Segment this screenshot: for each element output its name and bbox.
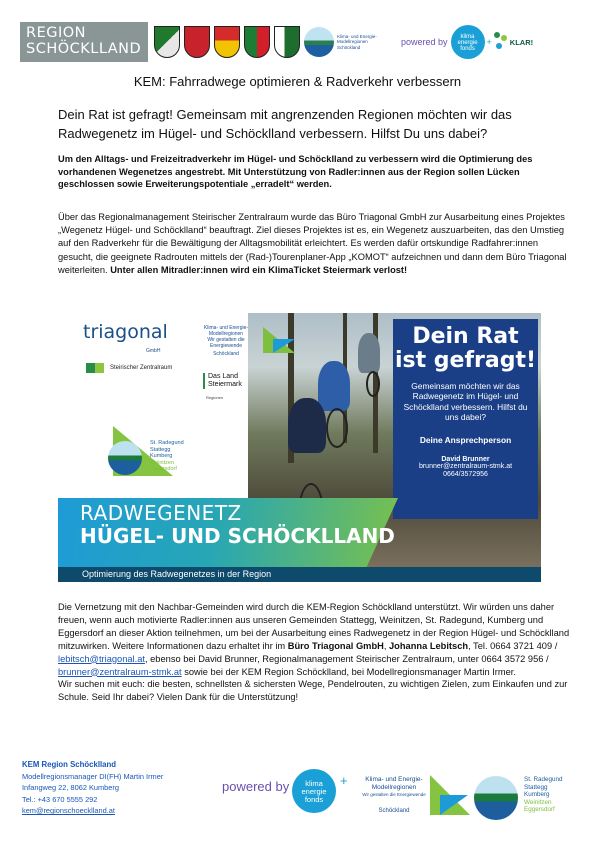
box-contact-phone: 0664/3572956 [443, 471, 488, 479]
kem-chevron-icon [273, 339, 295, 353]
klimafonds-logo-icon: klima energie fonds [292, 769, 336, 813]
box-heading: Dein Rat ist gefragt! [394, 324, 537, 373]
page-title: KEM: Fahrradwege optimieren & Radverkehr verbessern [133, 74, 462, 89]
footer-municipalities-text: St. Radegund Stattegg Kumberg Weinitzen Eggersdorf [524, 776, 563, 814]
bold-intro-paragraph: Um den Alltags- und Freizeitradverkehr im Hügel- und Schöcklland zu verbessern wird die Optimierung des vorhandenen Wegenetzes angestrebt. Mit Unterstützung von Radler:innen aus der Region sollen Lücken geschlossen sowie Erweiterungspotentiale „erradelt“ werden. [58, 154, 533, 190]
hills-logo-icon [108, 441, 142, 475]
crest-icon [214, 26, 240, 58]
hills-logo-icon [304, 27, 334, 57]
footer-kem-region: Schöckland [378, 808, 410, 814]
kem-logo-small: Klima- und Energie- Modellregionen Schöckland [337, 33, 377, 50]
klimafonds-logo-icon: klima energie fonds [451, 25, 485, 59]
footer-address: KEM Region Schöcklland Modellregionsmanager DI(FH) Martin Irmer Infangweg 22, 8062 Kumberg Tel.: +43 670 5555 292 kem@regionschoecklland.at [22, 760, 164, 816]
kem-chevron-icon [440, 795, 468, 815]
project-paragraph: Über das Regionalmanagement Steirischer Zentralraum wurde das Büro Triagonal GmbH zur Ausarbeitung eines Projektes „Wegenetz Hügel- und Schöcklland“ beauftragt. Ziel dieses Projektes ist es, ein Wegenetz auszuarbeiten, das den Umstieg auf den Radverkehr für die Bewältigung der Alltagsmobilität erleichtert. Es werden dafür ortskundige Radfahrer:innen gesucht, die geeignete Radrouten mittels der (Rad-)Tourenplaner-App „KOMOT“ aufzeichnen und dann dem Büro Triagonal weiterleiten. Unter allen Mitradler:innen wird ein KlimaTicket Steiermark verlost! [58, 212, 567, 275]
municipalities-logo-text: St. Radegund Stattegg Kumberg Weinitzen Eggersdorf [150, 440, 184, 472]
land-steiermark-logo: Das Land Steiermark [203, 373, 242, 389]
plus-sign: + [486, 37, 492, 47]
hills-logo-icon [474, 776, 518, 820]
lebitsch-email-link[interactable]: lebitsch@triagonal.at [58, 653, 145, 664]
radwegenetz-banner [58, 313, 541, 582]
crest-icon [184, 26, 210, 58]
banner-kem-region: Schöckland [213, 351, 239, 357]
klar-logo: KLAR! [494, 32, 533, 52]
triagonal-logo: triagonal [83, 321, 168, 343]
municipality-crests [154, 26, 300, 58]
land-steiermark-sub: Regionen [206, 395, 224, 400]
powered-by-label: powered by [401, 37, 448, 47]
network-paragraph: Die Vernetzung mit den Nachbar-Gemeinden wird durch die KEM-Region Schöcklland unterstützt. Wir würden uns daher freuen, wenn auch motivierte Radler:innen aus unseren Gemeinden Stattegg, Weinitzen, St. Radegund, Kumberg und Eggersdorf an dieser Aktion teilnehmen, um bei der Ausarbeitung eines Radwegenetz in der Region Hügel- und Schöcklland mitzuwirken. Weitere Informationen dazu erhaltet ihr im Büro Triagonal GmbH, Johanna Lebitsch, Tel. 0664 3721 409 / lebitsch@triagonal.at, ebenso bei David Brunner, Regionalmanagement Steirischer Zentralraum, unter 0664 3572 956 / brunner@zentralraum-stmk.at sowie bei der KEM Region Schöcklland, bei Modellregionsmanager Martin Irmer. Wir suchen mit euch: die besten, schnellsten & sichersten Wege, Pendelrouten, zu wichtigen Zielen, zum Einkaufen und zur Schule. Seid Ihr dabei? Vielen Dank für die Unterstützung! [58, 602, 570, 703]
lead-paragraph: Dein Rat ist gefragt! Gemeinsam mit angrenzenden Regionen möchten wir das Radwegenetz im Hügel- und Schöcklland verbessern. Hilfst Du uns dabei? [58, 107, 512, 141]
box-body: Gemeinsam möchten wir das Radwegenetz im Hügel- und Schöcklland verbessern. Hilfst du uns dabei? [403, 381, 528, 423]
zentralraum-logo-icon [86, 363, 104, 373]
triagonal-gmbh: GmbH [146, 348, 161, 354]
footer-email-link[interactable]: kem@regionschoecklland.at [22, 806, 115, 816]
banner-optimierung: Optimierung des Radwegenetzes in der Region [82, 569, 272, 579]
header-logo-bar [20, 20, 575, 64]
banner-huegel-schoecklland: HÜGEL- UND SCHÖCKLLAND [80, 524, 395, 548]
box-ansprechperson: Deine Ansprechperson [419, 434, 512, 445]
footer-powered-by: powered by [222, 779, 290, 794]
brunner-email-link[interactable]: brunner@zentralraum-stmk.at [58, 666, 182, 677]
klar-logo-icon [494, 32, 508, 52]
banner-radwegenetz: RADWEGENETZ [80, 501, 242, 525]
crest-icon [274, 26, 300, 58]
dein-rat-box [393, 319, 538, 519]
box-contact-name: David Brunner [441, 455, 490, 463]
crest-icon [244, 26, 270, 58]
footer-plus: + [340, 773, 348, 788]
zentralraum-label: Steirischer Zentralraum [110, 365, 173, 371]
box-contact-mail: brunner@zentralraum-stmk.at [418, 462, 513, 470]
region-schoecklland-logo: REGION SCHÖCKLLAND [20, 22, 148, 62]
crest-icon [154, 26, 180, 58]
footer-kem-logo: Klima- und Energie- Modellregionen Wir gestalten die Energiewende [362, 776, 426, 797]
banner-kem-logo: Klima- und Energie- Modellregionen Wir gestalten die Energiewende [203, 325, 249, 349]
